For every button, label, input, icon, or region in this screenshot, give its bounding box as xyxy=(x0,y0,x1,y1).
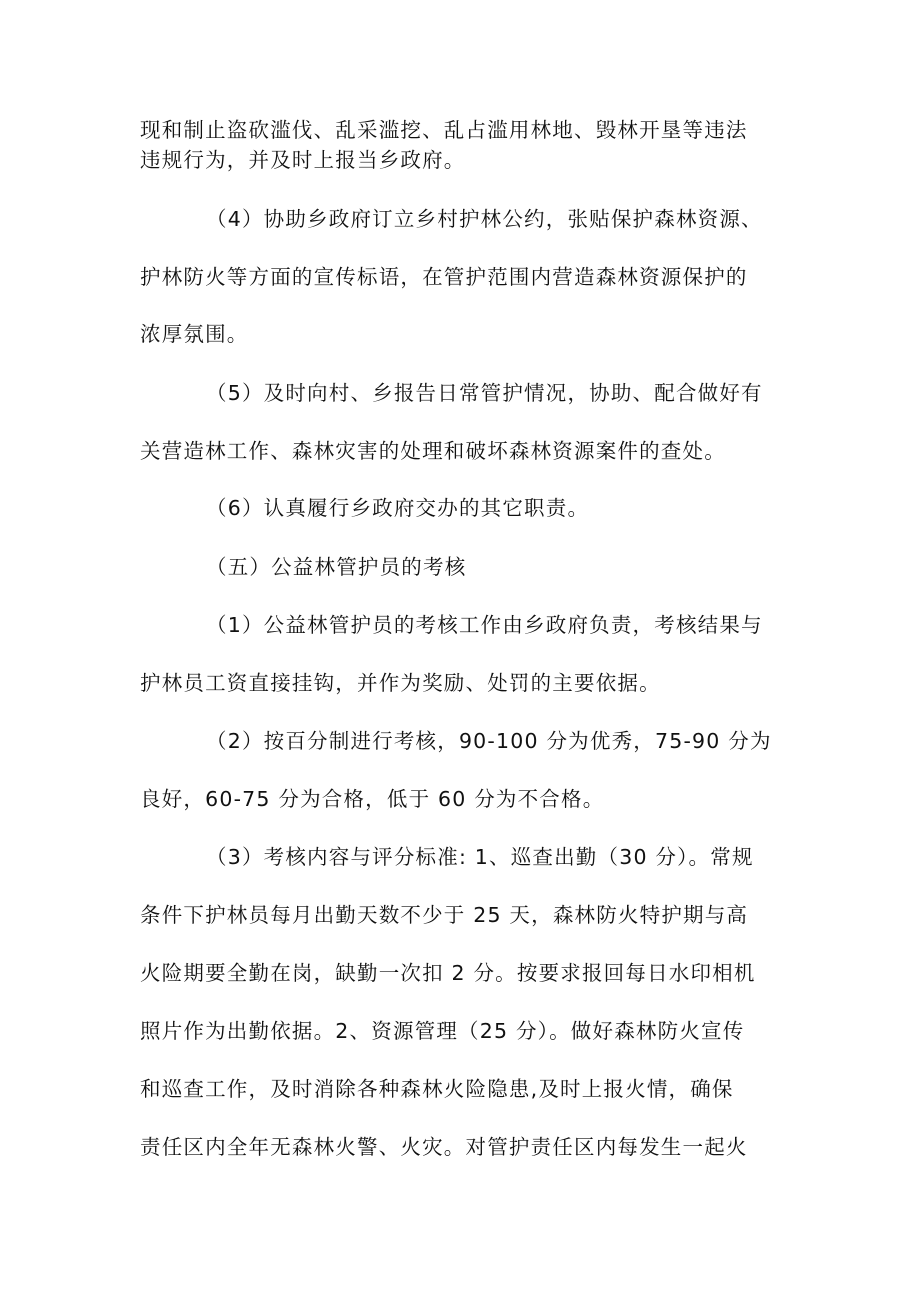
text-line: 护林员工资直接挂钩，并作为奖励、处罚的主要依据。 xyxy=(140,671,661,695)
text-line: 责任区内全年无森林火警、火灾。对管护责任区内每发生一起火 xyxy=(140,1135,748,1159)
text-line: （6）认真履行乡政府交办的其它职责。 xyxy=(206,496,590,520)
text-line: 火险期要全勤在岗，缺勤一次扣 2 分。按要求报回每日水印相机 xyxy=(140,961,756,985)
text-line: （4）协助乡政府订立乡村护林公约，张贴保护森林资源、 xyxy=(206,207,763,231)
text-line: 关营造林工作、森林灾害的处理和破坏森林资源案件的查处。 xyxy=(140,439,726,463)
text-line: 照片作为出勤依据。2、资源管理（25 分）。做好森林防火宣传 xyxy=(140,1019,745,1043)
text-line: （1）公益林管护员的考核工作由乡政府负责，考核结果与 xyxy=(206,613,763,637)
text-line: 和巡查工作，及时消除各种森林火险隐患,及时上报火情，确保 xyxy=(140,1077,734,1101)
text-line: 违规行为，并及时上报当乡政府。 xyxy=(140,148,466,172)
text-line: （3）考核内容与评分标准: 1、巡查出勤（30 分）。常规 xyxy=(206,845,754,869)
section-heading: （五）公益林管护员的考核 xyxy=(206,555,467,579)
text-line: 浓厚氛围。 xyxy=(140,322,249,346)
text-line: （2）按百分制进行考核，90-100 分为优秀，75-90 分为 xyxy=(206,729,772,753)
text-line: 护林防火等方面的宣传标语，在管护范围内营造森林资源保护的 xyxy=(140,265,748,289)
text-line: 现和制止盗砍滥伐、乱采滥挖、乱占滥用林地、毁林开垦等违法 xyxy=(140,118,748,142)
text-line: 条件下护林员每月出勤天数不少于 25 天，森林防火特护期与高 xyxy=(140,903,749,927)
text-line: （5）及时向村、乡报告日常管护情况，协助、配合做好有 xyxy=(206,381,763,405)
text-line: 良好，60-75 分为合格，低于 60 分为不合格。 xyxy=(140,787,605,811)
